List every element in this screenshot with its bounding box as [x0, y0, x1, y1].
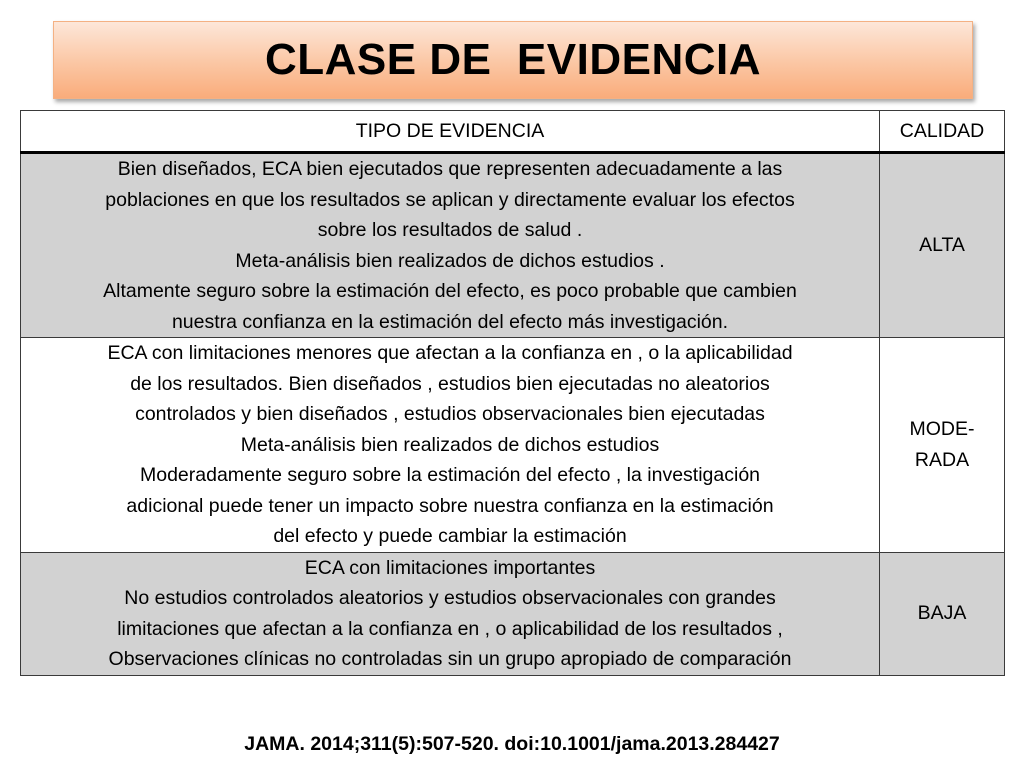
quality-cell	[880, 153, 1005, 338]
quality-label: MODE-	[909, 418, 975, 441]
description-line: nuestra confianza en la estimación del efecto más investigación.	[171, 310, 729, 333]
description-line: Altamente seguro sobre la estimación del efecto, es poco probable que cambien	[103, 280, 797, 302]
description-line: controlados y bien diseñados , estudios observacionales bien ejecutadas	[135, 403, 765, 425]
description-line: Meta-análisis bien realizados de dichos estudios	[240, 433, 660, 456]
quality-label: ALTA	[919, 234, 965, 257]
quality-cell	[880, 338, 1005, 553]
description-line: ECA con limitaciones importantes	[304, 556, 596, 579]
slide-title: CLASE DE EVIDENCIA	[264, 35, 761, 84]
table-header-row	[21, 111, 1005, 153]
description-line: sobre los resultados de salud .	[317, 219, 583, 241]
quality-label: BAJA	[917, 602, 967, 625]
description-line: Bien diseñados, ECA bien ejecutados que representen adecuadamente a las	[117, 158, 783, 180]
description-line: poblaciones en que los resultados se aplican y directamente evaluar los efectos	[105, 188, 795, 211]
table-row-moderada	[21, 338, 1005, 553]
description-line: adicional puede tener un impacto sobre nuestra confianza en la estimación	[126, 494, 774, 517]
table-row-alta	[21, 153, 1005, 338]
description-line: de los resultados. Bien diseñados , estudios bien ejecutadas no aleatorios	[130, 372, 770, 395]
quality-label: RADA	[914, 448, 970, 471]
citation: JAMA. 2014;311(5):507-520. doi:10.1001/jama.2013.284427	[244, 733, 780, 755]
quality-cell	[880, 552, 1005, 675]
evidence-description	[21, 153, 880, 338]
title-banner	[53, 21, 973, 99]
evidence-description	[21, 552, 880, 675]
description-line: Observaciones clínicas no controladas sin un grupo apropiado de comparación	[108, 648, 792, 670]
description-line: No estudios controlados aleatorios y estudios observacionales con grandes	[124, 587, 776, 609]
description-line: Moderadamente seguro sobre la estimación del efecto , la investigación	[139, 464, 761, 486]
description-line: Meta-análisis bien realizados de dichos estudios .	[235, 249, 665, 272]
evidence-table	[20, 110, 1005, 676]
header-evidence-type: TIPO DE EVIDENCIA	[21, 111, 880, 153]
description-line: del efecto y puede cambiar la estimación	[273, 525, 627, 547]
evidence-description	[21, 338, 880, 553]
header-quality: CALIDAD	[880, 111, 1005, 153]
table-row-baja	[21, 552, 1005, 675]
description-line: limitaciones que afectan a la confianza en , o aplicabilidad de los resultados ,	[117, 617, 783, 640]
description-line: ECA con limitaciones menores que afectan a la confianza en , o la aplicabilidad	[107, 342, 793, 364]
